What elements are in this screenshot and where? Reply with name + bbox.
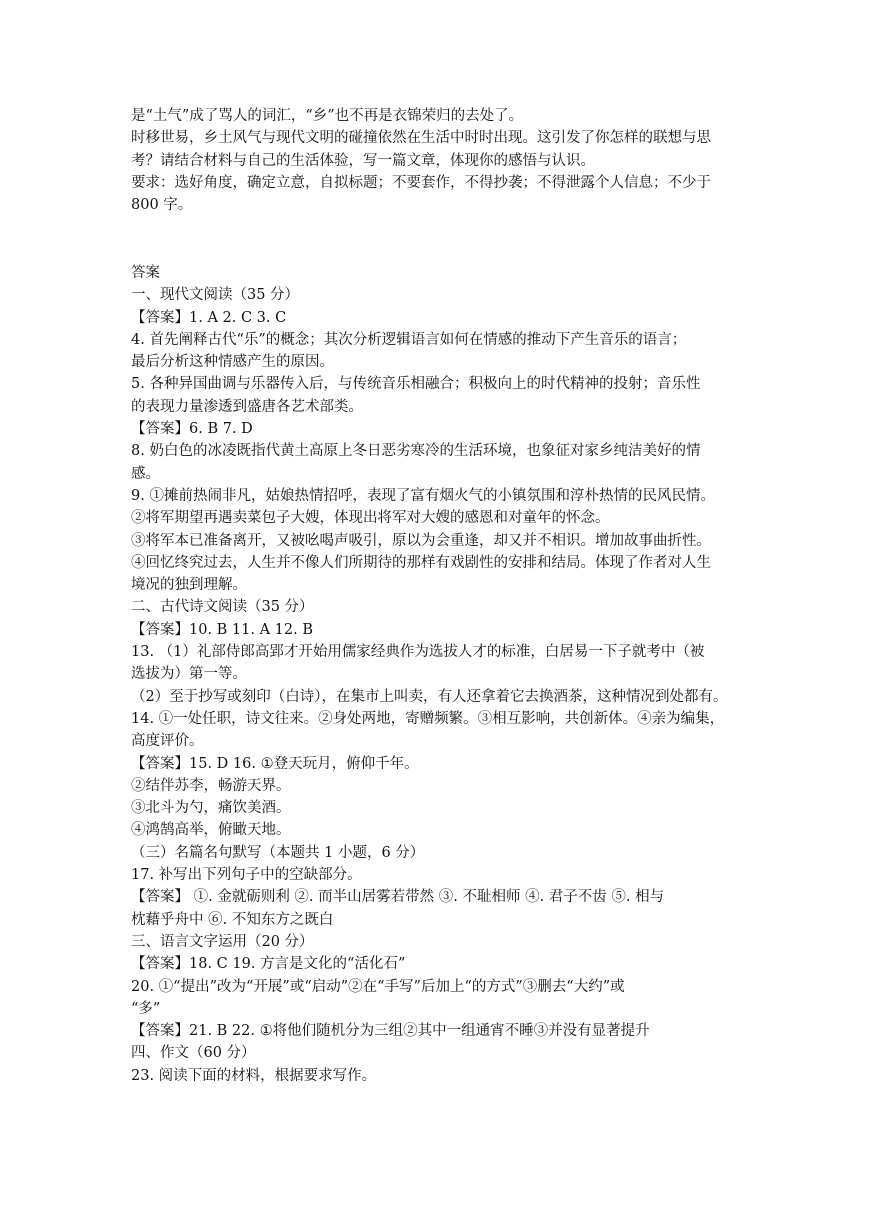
text-line: 800 字。 xyxy=(131,197,193,214)
text-line: （2）至于抄写或刻印（白诗），在集市上叫卖，有人还拿着它去换酒茶，这种情况到处都有。 xyxy=(131,688,728,705)
text-line: ④回忆终究过去，人生并不像人们所期待的那样有戏剧性的安排和结局。体现了作者对人生 xyxy=(131,554,711,571)
section-heading: 四、作文（60 分） xyxy=(131,1045,256,1062)
text-line: 高度评价。 xyxy=(131,733,204,750)
text-line: 时移世易，乡土风气与现代文明的碰撞依然在生活中时时出现。这引发了你怎样的联想与思 xyxy=(131,130,711,147)
text-line: 【答案】15. D 16. ①登天玩月，俯仰千年。 xyxy=(131,755,419,772)
section-heading: 二、古代诗文阅读（35 分） xyxy=(131,599,314,616)
section-heading: 三、语言文字运用（20 分） xyxy=(131,933,314,950)
text-line: 感。 xyxy=(131,465,160,482)
text-line: ②结伴苏李，畅游天界。 xyxy=(131,777,291,794)
text-line: 20. ①“提出”改为“开展”或“启动”②在“手写”后加上“的方式”③删去“大约”或 xyxy=(131,978,625,995)
text-line: 的表现力量渗透到盛唐各艺术部类。 xyxy=(131,398,363,415)
text-line: 【答案】18. C 19. 方言是文化的“活化石” xyxy=(131,956,406,973)
text-line: 5. 各种异国曲调与乐器传入后，与传统音乐相融合；积极向上的时代精神的投射；音乐性 xyxy=(131,376,701,393)
text-line: “多” xyxy=(131,1000,161,1017)
text-line: 【答案】10. B 11. A 12. B xyxy=(131,621,314,638)
essay-prompt-section xyxy=(131,105,741,216)
text-line: 9. ①摊前热闹非凡，姑娘热情招呼，表现了富有烟火气的小镇氛围和淳朴热情的民风民情。 xyxy=(131,487,715,504)
text-line: 14. ①一处任职，诗文往来。②身处两地，寄赠频繁。③相互影响，共创新体。④亲为编集， xyxy=(131,710,725,727)
text-line: 是“土气”成了骂人的词汇，“乡”也不再是衣锦荣归的去处了。 xyxy=(131,108,524,124)
text-line: 最后分析这种情感产生的原因。 xyxy=(131,354,334,371)
text-line: 17. 补写出下列句子中的空缺部分。 xyxy=(131,867,362,884)
text-line: 【答案】6. B 7. D xyxy=(131,421,253,438)
text-line: 考？请结合材料与自己的生活体验，写一篇文章，体现你的感悟与认识。 xyxy=(131,152,595,169)
text-line: 要求：选好角度，确定立意，自拟标题；不要套作，不得抄袭；不得泄露个人信息；不少于 xyxy=(131,174,711,191)
text-line: 境况的独到理解。 xyxy=(131,577,247,594)
text-line: ③北斗为勺，痛饮美酒。 xyxy=(131,800,291,817)
text-line: 23. 阅读下面的材料，根据要求写作。 xyxy=(131,1067,377,1084)
text-line: 选拔为）第一等。 xyxy=(131,666,247,683)
answer-section xyxy=(131,262,741,1087)
text-line: ④鸿鹄高举，俯瞰天地。 xyxy=(131,822,291,839)
text-line: 【答案】1. A 2. C 3. C xyxy=(131,309,287,326)
text-line: ③将军本已准备离开，又被吆喝声吸引，原以为会重逢，却又并不相识。增加故事曲折性。 xyxy=(131,532,711,549)
text-line: 8. 奶白色的冰凌既指代黄土高原上冬日恶劣寒冷的生活环境，也象征对家乡纯洁美好的情 xyxy=(131,443,701,460)
text-line: ②将军期望再遇卖菜包子大嫂，体现出将军对大嫂的感恩和对童年的怀念。 xyxy=(131,510,610,527)
text-line: 4. 首先阐释古代“乐”的概念；其次分析逻辑语言如何在情感的推动下产生音乐的语言； xyxy=(131,331,687,348)
answer-heading: 答案 xyxy=(131,265,160,281)
text-line: 13. （1）礼部侍郎高郢才开始用儒家经典作为选拔人才的标准，白居易一下子就考中（被 xyxy=(131,644,705,661)
section-heading: （三）名篇名句默写（本题共 1 小题，6 分） xyxy=(131,844,425,861)
text-line: 枕藉乎舟中 ⑥. 不知东方之既白 xyxy=(131,911,334,928)
section-heading: 一、现代文阅读（35 分） xyxy=(131,287,300,304)
text-line: 【答案】21. B 22. ①将他们随机分为三组②其中一组通宵不睡③并没有显著提升 xyxy=(131,1023,650,1040)
text-line: 【答案】 ①. 金就砺则利 ②. 而半山居雾若带然 ③. 不耻相师 ④. 君子不齿 ⑤. 相与 xyxy=(131,889,665,906)
